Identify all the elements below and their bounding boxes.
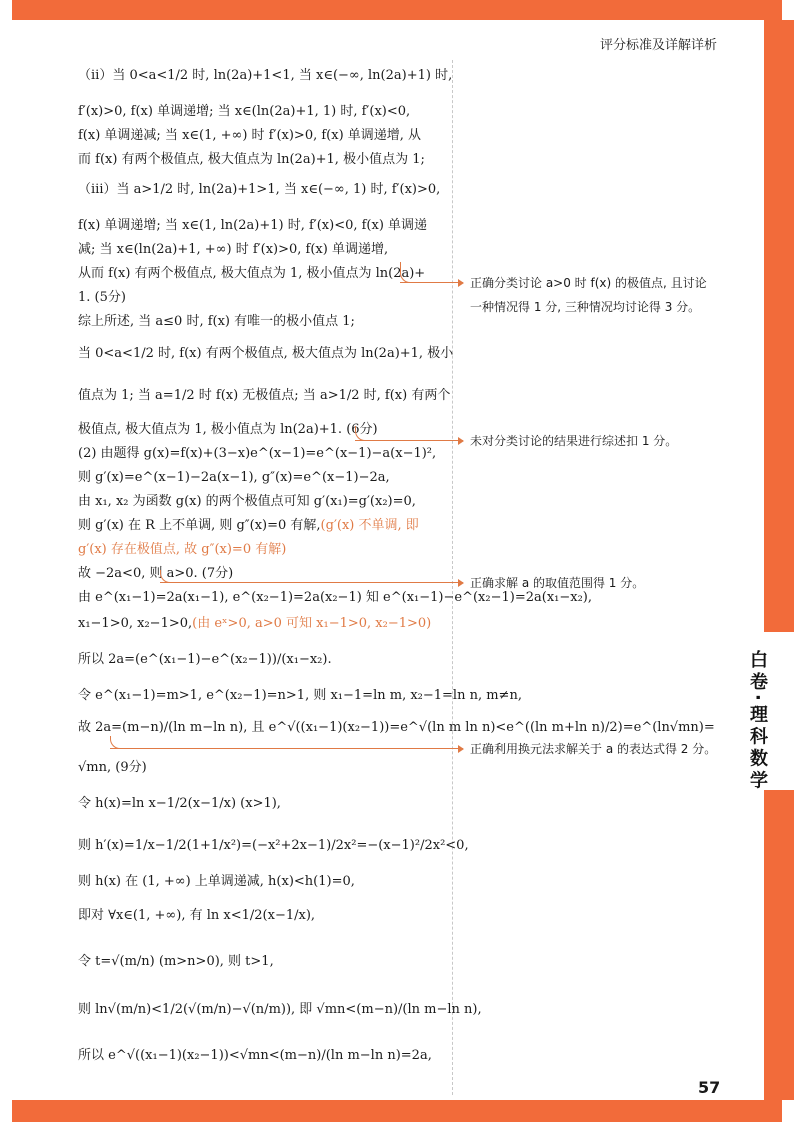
- grading-comment: 未对分类讨论的结果进行综述扣 1 分。: [470, 434, 678, 448]
- annotation-arrow: [355, 440, 462, 441]
- solution-line: 则 ln√(m/n)<1/2(√(m/n)−√(n/m)), 即 √mn<(m−n)/(ln m−ln n),: [78, 1002, 482, 1017]
- right-orange-bar: [764, 20, 794, 632]
- solution-line: 则 h′(x)=1/x−1/2(1+1/x²)=(−x²+2x−1)/2x²=−(x−1)²/2x²<0,: [78, 838, 469, 853]
- solution-line: 所以 e^√((x₁−1)(x₂−1))<√mn<(m−n)/(ln m−ln n)=2a,: [78, 1048, 432, 1063]
- grading-comment: 一种情况得 1 分, 三种情况均讨论得 3 分。: [470, 300, 701, 314]
- solution-line: f(x) 单调递减; 当 x∈(1, +∞) 时 f′(x)>0, f(x) 单调递增, 从: [78, 128, 422, 143]
- solution-line: 综上所述, 当 a≤0 时, f(x) 有唯一的极小值点 1;: [78, 314, 355, 329]
- right-orange-bar-lower: [764, 790, 794, 1100]
- inline-note: (g′(x) 不单调, 即: [320, 518, 419, 533]
- page-number: 57: [698, 1078, 721, 1097]
- annotation-connector: [400, 262, 463, 283]
- top-orange-bar: [12, 0, 782, 20]
- solution-line: 则 h(x) 在 (1, +∞) 上单调递减, h(x)<h(1)=0,: [78, 874, 355, 889]
- solution-line: 1. (5分): [78, 290, 126, 305]
- annotation-arrow: [160, 582, 462, 583]
- solution-line: 则 g′(x) 在 R 上不单调, 则 g″(x)=0 有解,(g′(x) 不单调, 即: [78, 518, 419, 533]
- inline-note: (由 eˣ>0, a>0 可知 x₁−1>0, x₂−1>0): [192, 616, 432, 631]
- solution-line: 由 x₁, x₂ 为函数 g(x) 的两个极值点可知 g′(x₁)=g′(x₂)=0,: [78, 494, 416, 509]
- solution-line: x₁−1>0, x₂−1>0,(由 eˣ>0, a>0 可知 x₁−1>0, x₂−1>0): [78, 616, 432, 631]
- side-tab-label: 白卷·理科数学: [747, 650, 768, 793]
- annotation-arrow: [400, 282, 462, 283]
- annotation-connector: [355, 426, 463, 441]
- solution-line: 故 −2a<0, 则 a>0. (7分): [78, 566, 234, 581]
- grading-comment: 正确分类讨论 a>0 时 f(x) 的极值点, 且讨论: [470, 276, 707, 290]
- annotation-arrow: [110, 748, 462, 749]
- solution-line: f(x) 单调递增; 当 x∈(1, ln(2a)+1) 时, f′(x)<0, f(x) 单调递: [78, 218, 428, 233]
- solution-line: 故 2a=(m−n)/(ln m−ln n), 且 e^√((x₁−1)(x₂−1))=e^√(ln m ln n)<e^((ln m+ln n)/2)=e^(ln√mn)=: [78, 720, 715, 735]
- solution-line: 而 f(x) 有两个极值点, 极大值点为 ln(2a)+1, 极小值点为 1;: [78, 152, 425, 167]
- solution-line: 则 g′(x)=e^(x−1)−2a(x−1), g″(x)=e^(x−1)−2a,: [78, 470, 390, 485]
- solution-line: 令 e^(x₁−1)=m>1, e^(x₂−1)=n>1, 则 x₁−1=ln m, x₂−1=ln n, m≠n,: [78, 688, 522, 703]
- solution-line: 令 t=√(m/n) (m>n>0), 则 t>1,: [78, 954, 274, 969]
- inline-note: g′(x) 存在极值点, 故 g″(x)=0 有解): [78, 542, 287, 557]
- solution-line: (2) 由题得 g(x)=f(x)+(3−x)e^(x−1)=e^(x−1)−a(x−1)²,: [78, 446, 437, 461]
- solution-line: 由 e^(x₁−1)=2a(x₁−1), e^(x₂−1)=2a(x₂−1) 知 e^(x₁−1)−e^(x₂−1)=2a(x₁−x₂),: [78, 590, 592, 605]
- solution-line: 即对 ∀x∈(1, +∞), 有 ln x<1/2(x−1/x),: [78, 908, 316, 923]
- solution-line: 当 0<a<1/2 时, f(x) 有两个极值点, 极大值点为 ln(2a)+1, 极小: [78, 346, 454, 361]
- solution-line: （ⅱ）当 0<a<1/2 时, ln(2a)+1<1, 当 x∈(−∞, ln(2a)+1) 时,: [78, 68, 453, 83]
- solution-line: √mn, (9分): [78, 760, 147, 775]
- solution-line: 令 h(x)=ln x−1/2(x−1/x) (x>1),: [78, 796, 281, 811]
- grading-comment: 正确利用换元法求解关于 a 的表达式得 2 分。: [470, 742, 717, 756]
- solution-line: 所以 2a=(e^(x₁−1)−e^(x₂−1))/(x₁−x₂).: [78, 652, 332, 667]
- solution-line: 从而 f(x) 有两个极值点, 极大值点为 1, 极小值点为 ln(2a)+: [78, 266, 426, 281]
- header-title: 评分标准及详解详析: [600, 38, 718, 53]
- solution-line: 值点为 1; 当 a=1/2 时 f(x) 无极值点; 当 a>1/2 时, f(x) 有两个: [78, 388, 451, 403]
- solution-line: f′(x)>0, f(x) 单调递增; 当 x∈(ln(2a)+1, 1) 时, f′(x)<0,: [78, 104, 411, 119]
- solution-line: （ⅲ）当 a>1/2 时, ln(2a)+1>1, 当 x∈(−∞, 1) 时, f′(x)>0,: [78, 182, 441, 197]
- solution-line: 减; 当 x∈(ln(2a)+1, +∞) 时 f′(x)>0, f(x) 单调递增,: [78, 242, 389, 257]
- grading-comment: 正确求解 a 的取值范围得 1 分。: [470, 576, 645, 590]
- solution-line: 极值点, 极大值点为 1, 极小值点为 ln(2a)+1. (6分): [78, 422, 378, 437]
- bottom-orange-bar: [12, 1100, 782, 1122]
